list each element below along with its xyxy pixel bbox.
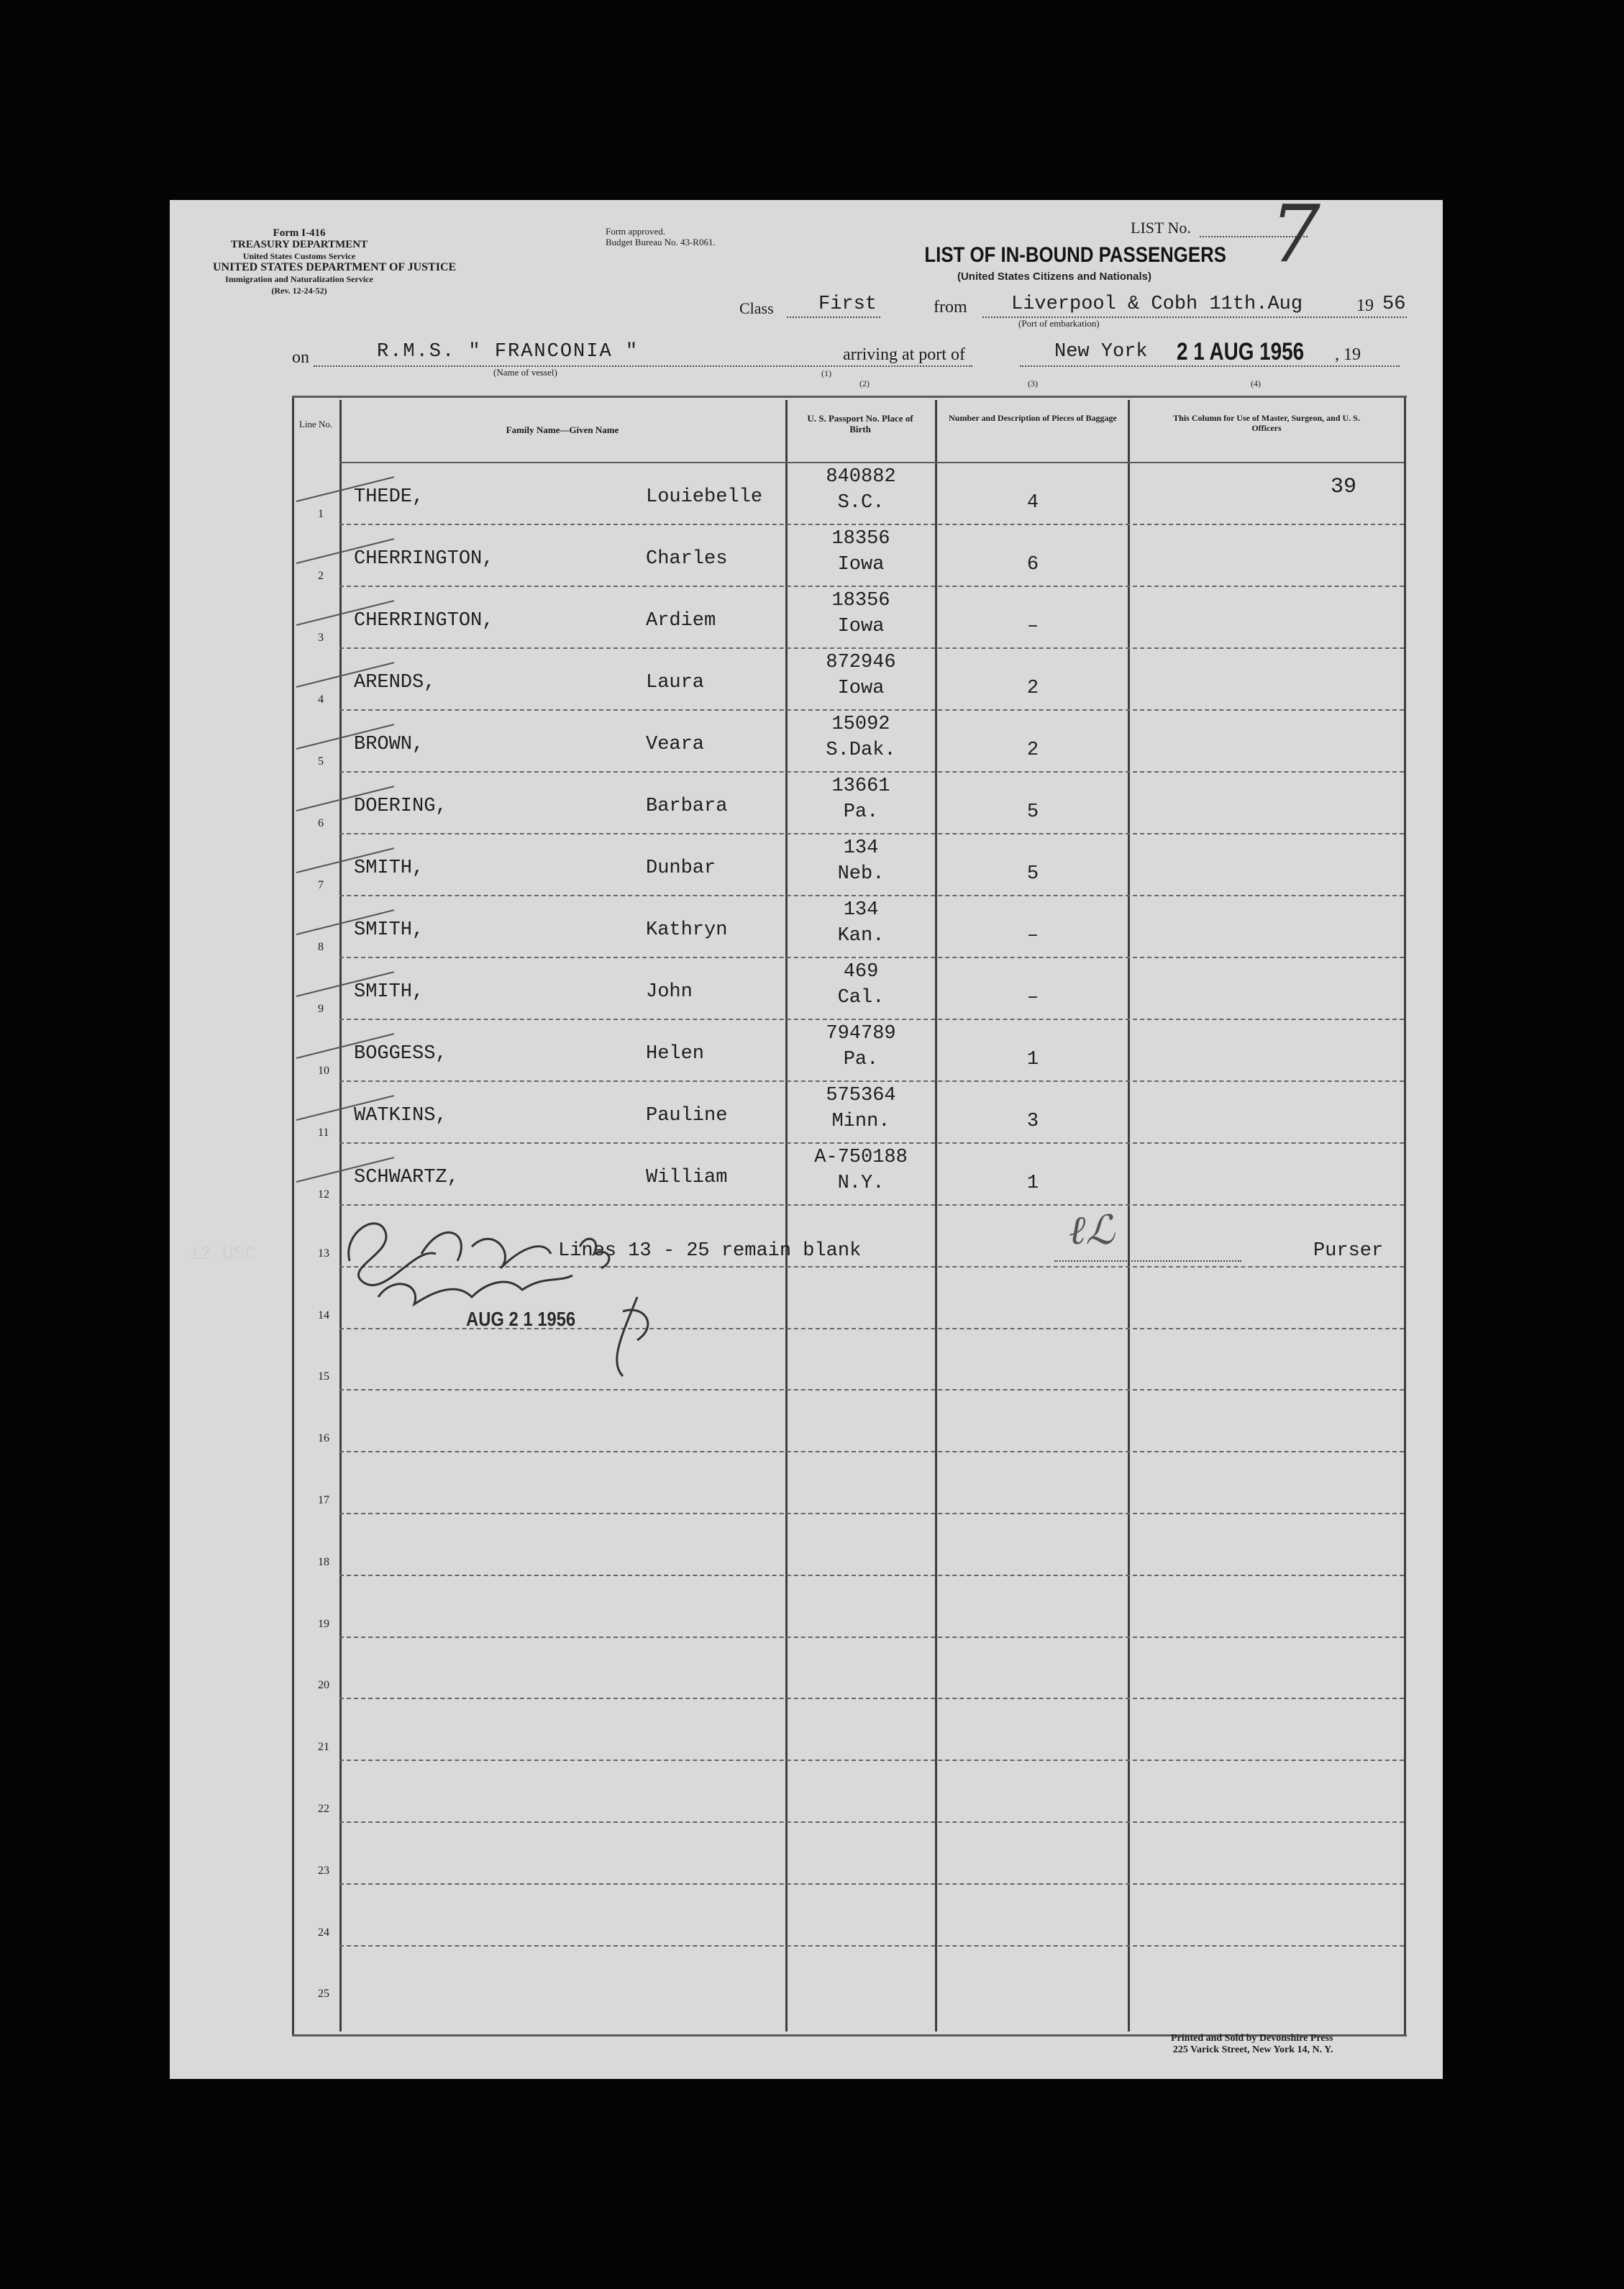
ins-service: Immigration and Naturalization Service bbox=[225, 274, 373, 284]
family-name: SCHWARTZ, bbox=[354, 1167, 459, 1188]
line-number: 5 bbox=[318, 755, 324, 768]
page-title: LIST OF IN-BOUND PASSENGERS bbox=[924, 243, 1226, 267]
family-name: THEDE, bbox=[354, 486, 424, 508]
line-number: 12 bbox=[318, 1188, 329, 1201]
blank-row bbox=[170, 1945, 1443, 2007]
passport-number: 13661 bbox=[831, 775, 890, 797]
given-name: Barbara bbox=[646, 796, 728, 817]
place-of-birth: Iowa bbox=[837, 616, 885, 637]
list-no-label: LIST No. bbox=[1131, 219, 1191, 237]
line-number: 17 bbox=[318, 1493, 329, 1506]
header-line-no: Line No. bbox=[298, 419, 333, 429]
line-number: 22 bbox=[318, 1802, 329, 1815]
baggage-count: – bbox=[1026, 987, 1039, 1009]
manifest-page bbox=[170, 188, 1443, 2079]
margin-note: 12 USC bbox=[188, 1243, 256, 1265]
family-name: SMITH, bbox=[354, 981, 424, 1003]
passport-number: 15092 bbox=[831, 714, 890, 735]
table-row bbox=[170, 524, 1443, 586]
given-name: Helen bbox=[646, 1043, 705, 1065]
place-of-birth: S.Dak. bbox=[826, 740, 896, 761]
given-name: Charles bbox=[646, 548, 728, 570]
purser-label: Purser bbox=[1313, 1240, 1384, 1262]
year-prefix: 19 bbox=[1356, 296, 1374, 315]
vessel-caption-num: (1) bbox=[821, 368, 831, 378]
line-number: 9 bbox=[318, 1003, 324, 1015]
on-label: on bbox=[292, 348, 309, 367]
given-name: John bbox=[646, 981, 693, 1003]
line-number: 15 bbox=[318, 1370, 329, 1383]
line-number: 21 bbox=[318, 1741, 329, 1754]
justice-dept: UNITED STATES DEPARTMENT OF JUSTICE bbox=[213, 261, 457, 273]
table-row bbox=[170, 647, 1443, 709]
treasury-dept: TREASURY DEPARTMENT bbox=[230, 239, 368, 250]
officer-note: 39 bbox=[1331, 475, 1357, 499]
blank-row bbox=[170, 1389, 1443, 1451]
header-name: Family Name—Given Name bbox=[506, 424, 619, 435]
form-number: Form I-416 bbox=[273, 227, 326, 239]
line-number: 4 bbox=[318, 693, 324, 706]
table-row bbox=[170, 895, 1443, 957]
family-name: CHERRINGTON, bbox=[354, 548, 494, 570]
inspector-date-stamp: AUG 2 1 1956 bbox=[466, 1308, 576, 1330]
class-label: Class bbox=[739, 299, 774, 317]
from-label: from bbox=[934, 298, 967, 317]
revision-date: (Rev. 12-24-52) bbox=[271, 286, 327, 296]
line-number: 16 bbox=[318, 1432, 329, 1445]
given-name: Kathryn bbox=[646, 919, 728, 941]
line-number: 25 bbox=[318, 1988, 329, 2001]
family-name: SMITH, bbox=[354, 919, 424, 941]
table-top-border bbox=[292, 396, 1407, 398]
place-of-birth: Neb. bbox=[837, 863, 885, 885]
inspector-signature bbox=[335, 1203, 673, 1391]
line-number: 19 bbox=[318, 1617, 329, 1630]
baggage-count: 2 bbox=[1026, 678, 1039, 699]
blank-row bbox=[170, 1575, 1443, 1637]
port-caption: (Port of embarkation) bbox=[1018, 318, 1100, 329]
baggage-count: 6 bbox=[1026, 554, 1039, 575]
baggage-count: 2 bbox=[1026, 740, 1039, 761]
arrival-date-stamp: 2 1 AUG 1956 bbox=[1177, 338, 1305, 365]
printer-line1: Printed and Sold by Devonshire Press bbox=[1171, 2033, 1333, 2044]
line-number: 24 bbox=[318, 1926, 329, 1939]
table-row bbox=[170, 1019, 1443, 1080]
line-number: 10 bbox=[318, 1065, 329, 1077]
baggage-count: 1 bbox=[1026, 1049, 1039, 1070]
given-name: Dunbar bbox=[646, 857, 716, 879]
form-info bbox=[213, 227, 457, 296]
table-row bbox=[170, 1080, 1443, 1142]
blank-row bbox=[170, 1821, 1443, 1883]
blank-row bbox=[170, 1760, 1443, 1821]
year-value: 56 bbox=[1382, 293, 1406, 315]
given-name: Laura bbox=[646, 672, 705, 693]
table-row bbox=[170, 709, 1443, 771]
budget-line: Budget Bureau No. 43-R061. bbox=[606, 237, 716, 247]
given-name: Louiebelle bbox=[646, 486, 763, 508]
passport-number: A-750188 bbox=[814, 1147, 908, 1168]
header-officers: This Column for Use of Master, Surgeon, and U. S. Officers bbox=[1173, 413, 1360, 433]
class-value: First bbox=[818, 293, 877, 315]
line-number: 8 bbox=[318, 941, 324, 953]
printer-line2: 225 Varick Street, New York 14, N. Y. bbox=[1172, 2044, 1333, 2055]
baggage-count: 5 bbox=[1026, 863, 1039, 885]
passport-number: 794789 bbox=[826, 1023, 896, 1045]
family-name: BROWN, bbox=[354, 734, 424, 755]
passport-number: 575364 bbox=[826, 1085, 896, 1106]
baggage-count: – bbox=[1026, 616, 1039, 637]
line-number: 6 bbox=[318, 817, 324, 829]
customs-service: United States Customs Service bbox=[242, 251, 356, 261]
given-name: Pauline bbox=[646, 1105, 728, 1127]
place-of-birth: Pa. bbox=[843, 801, 879, 823]
budget-approval bbox=[606, 226, 716, 247]
line-number: 23 bbox=[318, 1864, 329, 1877]
family-name: CHERRINGTON, bbox=[354, 610, 494, 632]
given-name: Veara bbox=[646, 734, 705, 755]
place-of-birth: Cal. bbox=[837, 987, 885, 1009]
header-officers-num: (4) bbox=[1251, 378, 1261, 388]
table-row bbox=[170, 957, 1443, 1019]
family-name: SMITH, bbox=[354, 857, 424, 879]
passport-number: 469 bbox=[843, 961, 879, 983]
purser-signature: ℓℒ bbox=[1069, 1207, 1115, 1254]
place-of-birth: Iowa bbox=[837, 554, 885, 575]
blank-row bbox=[170, 1513, 1443, 1575]
passport-number: 872946 bbox=[826, 652, 896, 673]
passport-number: 18356 bbox=[831, 528, 890, 550]
place-of-birth: Pa. bbox=[843, 1049, 879, 1070]
arrival-year-suffix: , 19 bbox=[1335, 345, 1361, 364]
list-number-handwritten: 7 bbox=[1270, 188, 1320, 280]
family-name: DOERING, bbox=[354, 796, 447, 817]
line-number: 18 bbox=[318, 1555, 329, 1568]
table-row bbox=[170, 586, 1443, 647]
place-of-birth: Minn. bbox=[831, 1111, 890, 1132]
line-number: 20 bbox=[318, 1679, 329, 1692]
table-row bbox=[170, 462, 1443, 524]
port-of-embarkation: Liverpool & Cobh 11th.Aug bbox=[1011, 293, 1303, 315]
line-number: 7 bbox=[318, 879, 324, 891]
blank-row bbox=[170, 1451, 1443, 1513]
given-name: William bbox=[646, 1167, 728, 1188]
passport-number: 134 bbox=[843, 899, 879, 921]
blank-row bbox=[170, 1883, 1443, 1945]
arrival-port: New York bbox=[1054, 341, 1148, 363]
family-name: WATKINS, bbox=[354, 1105, 447, 1127]
line-number: 13 bbox=[318, 1247, 329, 1260]
family-name: ARENDS, bbox=[354, 672, 436, 693]
header-baggage: Number and Description of Pieces of Baggage bbox=[949, 413, 1117, 423]
place-of-birth: N.Y. bbox=[837, 1173, 885, 1194]
passport-number: 840882 bbox=[826, 466, 896, 488]
printer-footer bbox=[1171, 2033, 1333, 2056]
passport-number: 18356 bbox=[831, 590, 890, 611]
baggage-count: 5 bbox=[1026, 801, 1039, 823]
arriving-label: arriving at port of bbox=[843, 345, 965, 364]
line-number: 1 bbox=[318, 508, 324, 520]
baggage-count: 1 bbox=[1026, 1173, 1039, 1194]
place-of-birth: Kan. bbox=[837, 925, 885, 947]
remain-blank-note: Lines 13 - 25 remain blank bbox=[558, 1240, 862, 1262]
line-number: 2 bbox=[318, 570, 324, 582]
passport-number: 134 bbox=[843, 837, 879, 859]
table-row bbox=[170, 833, 1443, 895]
baggage-count: – bbox=[1026, 925, 1039, 947]
family-name: BOGGESS, bbox=[354, 1043, 447, 1065]
header-passport-num: (2) bbox=[859, 378, 870, 388]
blank-row bbox=[170, 1637, 1443, 1698]
baggage-count: 4 bbox=[1026, 492, 1039, 514]
header-passport: U. S. Passport No. Place of Birth bbox=[807, 413, 913, 434]
place-of-birth: S.C. bbox=[837, 492, 885, 514]
blank-row bbox=[170, 1698, 1443, 1760]
line-number: 3 bbox=[318, 632, 324, 644]
approval-line: Form approved. bbox=[606, 226, 666, 237]
line-number: 14 bbox=[318, 1309, 329, 1321]
vessel-caption: (Name of vessel) bbox=[493, 367, 557, 378]
baggage-count: 3 bbox=[1026, 1111, 1039, 1132]
header-baggage-num: (3) bbox=[1028, 378, 1038, 388]
table-row bbox=[170, 1142, 1443, 1204]
place-of-birth: Iowa bbox=[837, 678, 885, 699]
given-name: Ardiem bbox=[646, 610, 716, 632]
page-subtitle: (United States Citizens and Nationals) bbox=[957, 270, 1152, 283]
vessel-name: R.M.S. " FRANCONIA " bbox=[377, 341, 639, 363]
table-row bbox=[170, 771, 1443, 833]
line-number: 11 bbox=[318, 1127, 329, 1139]
